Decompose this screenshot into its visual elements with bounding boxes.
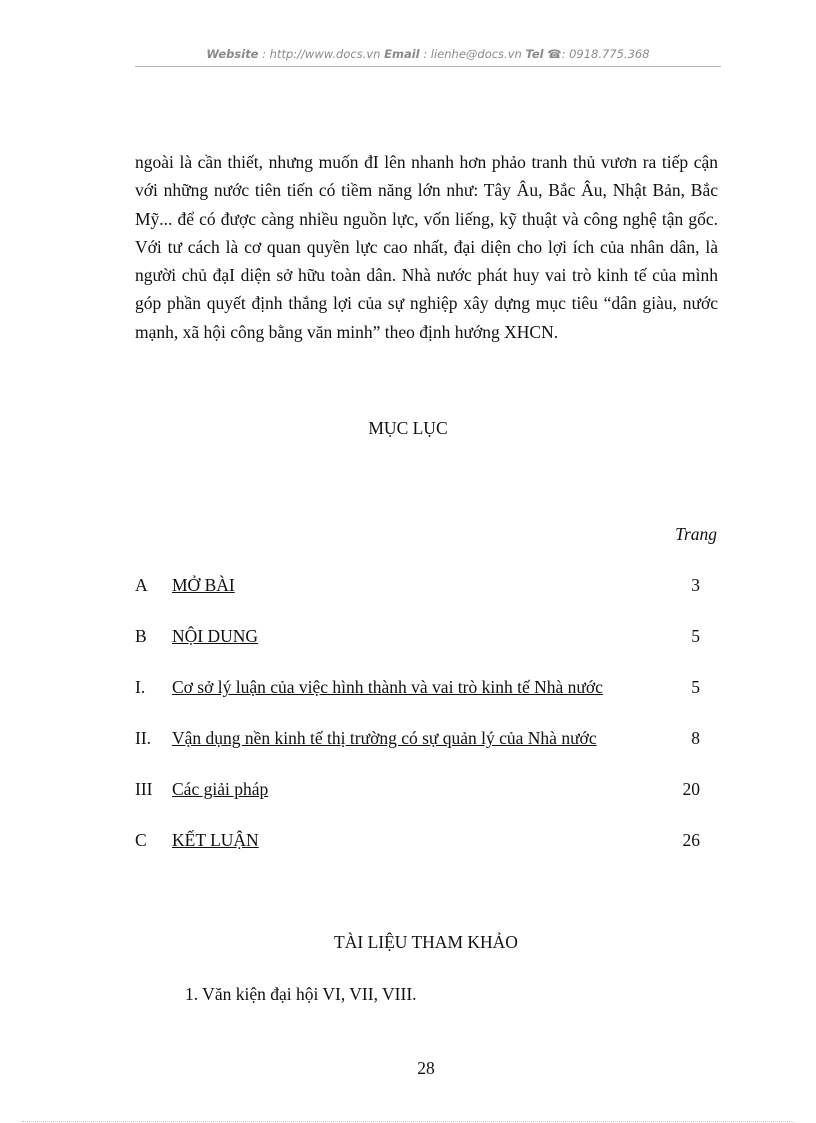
toc-entry[interactable] [135,677,700,701]
toc-entry-page: 5 [691,677,700,697]
toc-entry[interactable] [135,830,700,854]
toc-entry-page: 5 [691,626,700,646]
toc-entry-page: 26 [682,830,700,850]
toc-entry-title[interactable]: MỞ BÀI [172,575,235,595]
toc-entry-page: 20 [682,779,700,799]
email-label: Email [384,47,420,61]
toc-entry-number: A [135,575,148,595]
website-label: Website [206,47,259,61]
toc-entry-number: B [135,626,147,646]
references-title: TÀI LIỆU THAM KHẢO [334,932,518,952]
toc-entry-number: C [135,830,147,850]
toc-entry[interactable] [135,575,700,599]
tel-value: : 0918.775.368 [561,47,650,61]
email-value: : lienhe@docs.vn [423,47,522,61]
toc-entry-number: I. [135,677,146,697]
reference-item: 1. Văn kiện đại hội VI, VII, VIII. [185,984,417,1004]
body-paragraph: ngoài là cần thiết, nhưng muốn đI lên nhanh hơn phảo tranh thủ vươn ra tiếp cận với những nước tiên tiến có tiềm năng lớn như: Tây Âu, Bắc Âu, Nhật Bản, Bắc Mỹ... để có được càng nhiều nguồn lực, vốn liếng, kỹ thuật và công nghệ tận gốc. Với tư cách là cơ quan quyền lực cao nhất, đại diện cho lợi ích của nhân dân, là người chủ đạI diện sở hữu toàn dân. Nhà nước phát huy vai trò kinh tế của mình góp phần quyết định thắng lợi của sự nghiệp xây dựng mục tiêu “dân giàu, nước mạnh, xã hội công bằng văn minh” theo định hướng XHCN. [135,152,718,342]
toc-entry[interactable] [135,779,700,803]
toc-entry-page: 8 [691,728,700,748]
toc-entry-title[interactable]: Cơ sở lý luận của việc hình thành và vai trò kinh tế Nhà nước [172,677,603,697]
phone-icon: ☎ [547,47,562,61]
website-value: : http://www.docs.vn [262,47,381,61]
toc-title: MỤC LỤC [368,418,448,438]
toc-entry[interactable] [135,626,700,650]
toc-entry-number: III [135,779,153,799]
tel-label: Tel [525,47,544,61]
toc-entry-title[interactable]: KẾT LUẬN [172,830,259,850]
toc-entry-number: II. [135,728,152,748]
page-number: 28 [417,1058,435,1078]
toc-entry-title[interactable]: Vận dụng nền kinh tế thị trường có sự quản lý của Nhà nước [172,728,597,748]
toc-entry-page: 3 [691,575,700,595]
toc-entry-title[interactable]: Các giải pháp [172,779,269,799]
header-divider [135,66,721,67]
toc-entry[interactable] [135,728,700,752]
toc-page-label: Trang [675,524,717,544]
page-header [135,47,721,61]
toc-entry-title[interactable]: NỘI DUNG [172,626,259,646]
bottom-dotted-divider [22,1121,794,1122]
